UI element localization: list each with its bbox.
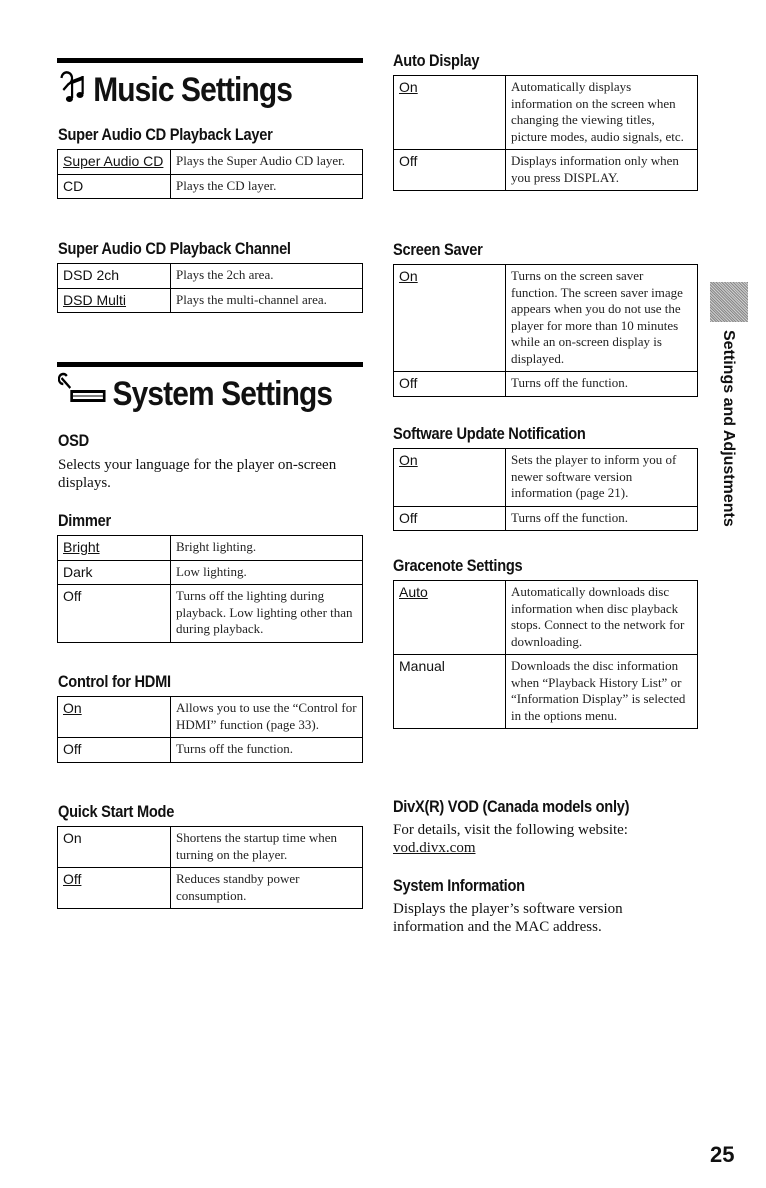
- section-tab-marker: [710, 282, 748, 322]
- gracenote-heading: Gracenote Settings: [393, 556, 523, 575]
- description-cell: Sets the player to inform you of newer software version information (page 21).: [506, 449, 698, 507]
- side-section-label: Settings and Adjustments: [720, 330, 737, 527]
- system-title-rule: [57, 362, 363, 367]
- dimmer-table: [57, 535, 363, 643]
- option-cell: On: [394, 265, 506, 372]
- description-cell: Displays information only when you press DISPLAY.: [506, 150, 698, 191]
- option-cell: Bright: [58, 536, 171, 561]
- description-cell: Bright lighting.: [171, 536, 363, 561]
- option-cell: Off: [394, 372, 506, 397]
- option-cell: Off: [58, 868, 171, 909]
- option-cell: Super Audio CD: [58, 150, 171, 175]
- table-row: [58, 738, 363, 763]
- table-row: [394, 372, 698, 397]
- auto-display-heading: Auto Display: [393, 51, 480, 70]
- option-cell: Off: [394, 506, 506, 531]
- sacd-layer-table: [57, 149, 363, 199]
- option-cell: On: [394, 76, 506, 150]
- table-row: [394, 76, 698, 150]
- osd-text: Selects your language for the player on-screen displays.: [58, 457, 337, 491]
- table-row: [394, 449, 698, 507]
- option-cell: CD: [58, 174, 171, 199]
- software-update-heading: Software Update Notification: [393, 424, 586, 443]
- description-cell: Turns off the function.: [506, 372, 698, 397]
- option-cell: Off: [394, 150, 506, 191]
- table-row: [394, 655, 698, 729]
- sacd-channel-table: [57, 263, 363, 313]
- system-settings-title: System Settings: [58, 372, 332, 417]
- description-cell: Shortens the startup time when turning on the player.: [171, 827, 363, 868]
- description-cell: Turns on the screen saver function. The screen saver image appears when you do not use the player for more than 10 minutes while an on-screen display is displayed.: [506, 265, 698, 372]
- system-info-heading: System Information: [393, 876, 525, 895]
- table-row: [58, 827, 363, 868]
- page-number: 25: [710, 1142, 735, 1167]
- option-cell: Off: [58, 585, 171, 643]
- description-cell: Turns off the function.: [171, 738, 363, 763]
- option-cell: On: [58, 697, 171, 738]
- music-note-icon: [58, 68, 88, 113]
- description-cell: Plays the Super Audio CD layer.: [171, 150, 363, 175]
- description-cell: Plays the 2ch area.: [171, 264, 363, 289]
- description-cell: Plays the CD layer.: [171, 174, 363, 199]
- table-row: [58, 536, 363, 561]
- description-cell: Plays the multi-channel area.: [171, 288, 363, 313]
- sacd-channel-heading: Super Audio CD Playback Channel: [58, 239, 291, 258]
- table-row: [58, 174, 363, 199]
- divx-heading: DivX(R) VOD (Canada models only): [393, 797, 630, 816]
- sacd-layer-heading: Super Audio CD Playback Layer: [58, 125, 273, 144]
- description-cell: Allows you to use the “Control for HDMI” function (page 33).: [171, 697, 363, 738]
- table-row: [394, 150, 698, 191]
- quick-start-heading: Quick Start Mode: [58, 802, 175, 821]
- description-cell: Low lighting.: [171, 560, 363, 585]
- music-settings-title: Music Settings: [58, 68, 292, 113]
- quick-start-table: [57, 826, 363, 909]
- table-row: [58, 585, 363, 643]
- auto-display-table: [393, 75, 698, 191]
- description-cell: Automatically downloads disc information when disc playback stops. Connect to the network for downloading.: [506, 581, 698, 655]
- description-cell: Turns off the lighting during playback. Low lighting other than during playback.: [171, 585, 363, 643]
- option-cell: DSD 2ch: [58, 264, 171, 289]
- divx-text: [393, 821, 693, 857]
- description-cell: Automatically displays information on the screen when changing the viewing titles, picture modes, audio signals, etc.: [506, 76, 698, 150]
- option-cell: On: [58, 827, 171, 868]
- option-cell: DSD Multi: [58, 288, 171, 313]
- table-row: [58, 560, 363, 585]
- system-info-text: Displays the player’s software version information and the MAC address.: [393, 901, 623, 935]
- option-cell: Off: [58, 738, 171, 763]
- description-cell: Reduces standby power consumption.: [171, 868, 363, 909]
- screen-saver-heading: Screen Saver: [393, 240, 483, 259]
- option-cell: Dark: [58, 560, 171, 585]
- screen-saver-table: [393, 264, 698, 397]
- software-update-table: [393, 448, 698, 531]
- table-row: [58, 868, 363, 909]
- option-cell: Auto: [394, 581, 506, 655]
- table-row: [58, 150, 363, 175]
- gracenote-table: [393, 580, 698, 729]
- description-cell: Turns off the function.: [506, 506, 698, 531]
- table-row: [394, 506, 698, 531]
- hdmi-table: [57, 696, 363, 763]
- dimmer-heading: Dimmer: [58, 511, 111, 530]
- table-row: [58, 697, 363, 738]
- description-cell: Downloads the disc information when “Playback History List” or “Information Display” is selected in the options menu.: [506, 655, 698, 729]
- table-row: [58, 264, 363, 289]
- osd-heading: OSD: [58, 431, 89, 450]
- divx-description: For details, visit the following website:: [393, 822, 628, 838]
- table-row: [394, 265, 698, 372]
- toolbox-icon: [58, 372, 107, 417]
- hdmi-heading: Control for HDMI: [58, 672, 171, 691]
- table-row: [58, 288, 363, 313]
- divx-link[interactable]: vod.divx.com: [393, 840, 476, 856]
- option-cell: On: [394, 449, 506, 507]
- table-row: [394, 581, 698, 655]
- option-cell: Manual: [394, 655, 506, 729]
- music-title-rule: [57, 58, 363, 63]
